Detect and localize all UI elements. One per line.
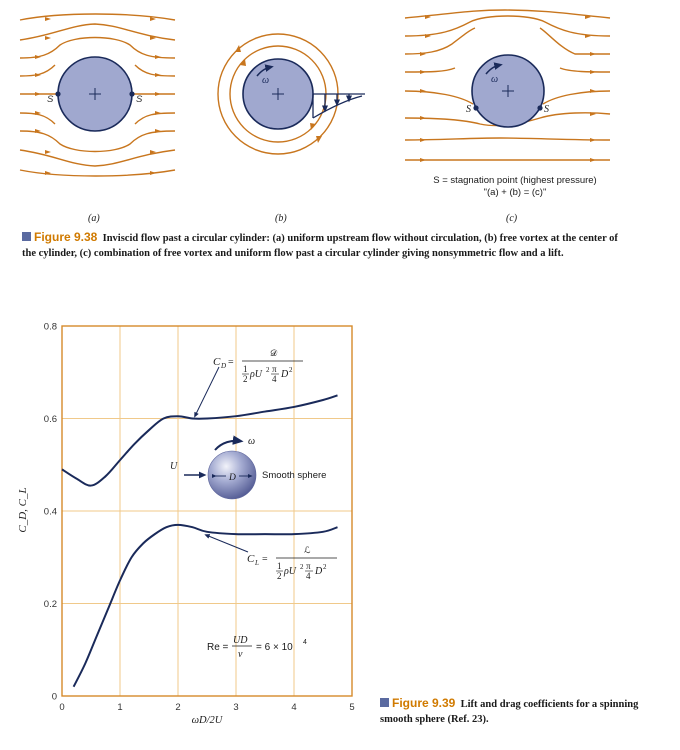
re-exponent: 4 (303, 639, 307, 646)
cl-den-rho: ρU (284, 566, 297, 577)
panel-label-b: (b) (275, 213, 287, 224)
cl-den-four: 4 (306, 571, 311, 581)
x-tick-label: 1 (117, 702, 123, 713)
stagnation-label-a-left: S (47, 94, 54, 105)
caption-marker-icon (380, 698, 389, 707)
re-value: = 6 × 10 (256, 642, 293, 653)
cl-subscript: L (255, 559, 259, 567)
cd-symbol: C (213, 356, 221, 368)
cl-den-d-sq: 2 (323, 563, 327, 571)
sphere-schematic (170, 436, 326, 499)
figure-9-38-caption-head: Figure 9.38 (34, 230, 98, 244)
stagnation-note-line1: S = stagnation point (highest pressure) (433, 175, 597, 186)
stagnation-label-c-right: S (544, 104, 549, 115)
cl-equals: = (262, 554, 268, 565)
y-tick-label: 0.6 (43, 414, 57, 425)
cl-symbol: C (247, 553, 255, 565)
figure-9-39-caption-head: Figure 9.39 (392, 696, 456, 710)
y-tick-label: 0 (51, 691, 57, 703)
cd-annotation (195, 348, 303, 416)
figure-9-39-caption (380, 696, 665, 727)
cd-den-two: 2 (243, 374, 248, 384)
stagnation-note (400, 175, 630, 199)
stagnation-note-line2: "(a) + (b) = (c)" (483, 187, 547, 198)
cd-subscript: D (221, 362, 227, 370)
re-label: Re = (207, 642, 229, 653)
cd-equals: = (228, 357, 234, 368)
sphere-label: Smooth sphere (262, 470, 327, 481)
x-tick-label: 4 (291, 702, 297, 713)
cd-numerator: 𝒟 (270, 348, 278, 358)
y-axis-label: C_D, C_L (17, 487, 29, 533)
u-label: U (170, 461, 178, 472)
chart-grid (62, 326, 352, 696)
figure-9-38-caption-text: Inviscid flow past a circular cylinder: (a) uniform upstream flow without circulation, (b) free vortex at the center of the cylinder, (c) combination of free vortex and uniform flow past a circular cylinder giving nonsymmetric flow and a lift. (22, 233, 618, 259)
caption-marker-icon (22, 232, 31, 241)
y-tick-label: 0.4 (43, 506, 57, 518)
reynolds-annotation (207, 635, 307, 660)
cl-den-two: 2 (277, 571, 282, 581)
cd-den-sq: 2 (266, 366, 270, 374)
cl-den-one: 1 (277, 561, 282, 571)
cd-den-rho: ρU (250, 369, 263, 380)
panel-label-a: (a) (88, 213, 100, 224)
re-numerator: UD (233, 635, 248, 646)
cd-den-d-sq: 2 (289, 366, 293, 374)
cl-numerator: ℒ (304, 545, 311, 555)
y-tick-label: 0.8 (43, 321, 57, 333)
cl-den-sq: 2 (300, 563, 304, 571)
figure-9-39-caption-text: Lift and drag coefficients for a spinning smooth sphere (Ref. 23). (380, 699, 639, 725)
x-tick-label: 3 (233, 702, 239, 713)
stagnation-label-a-right: S (136, 94, 143, 105)
x-tick-label: 2 (175, 702, 181, 713)
x-tick-label: 0 (59, 702, 65, 713)
omega-label-c: ω (491, 74, 499, 85)
d-label: D (229, 473, 236, 483)
cd-den-pi: π (272, 364, 277, 374)
figure-9-39-chart (0, 310, 680, 750)
cl-den-pi: π (306, 561, 311, 571)
figure-9-38-caption (22, 230, 622, 261)
cd-den-one: 1 (243, 364, 248, 374)
re-denominator: ν (238, 649, 243, 660)
chart-series (62, 395, 338, 686)
cd-den-four: 4 (272, 374, 277, 384)
cl-annotation (206, 535, 337, 581)
chart-ticks (44, 322, 355, 714)
series-line-cl (74, 525, 338, 687)
x-axis-label: ωD/2U (191, 715, 223, 726)
stagnation-label-c-left: S (466, 104, 471, 115)
x-tick-label: 5 (349, 702, 355, 713)
y-tick-label: 0.2 (43, 599, 57, 610)
cl-den-d: D (315, 566, 323, 577)
omega-label-b: ω (262, 75, 270, 86)
cd-den-d: D (281, 369, 289, 380)
panel-label-c: (c) (506, 213, 518, 224)
omega-label-sphere: ω (248, 436, 256, 447)
